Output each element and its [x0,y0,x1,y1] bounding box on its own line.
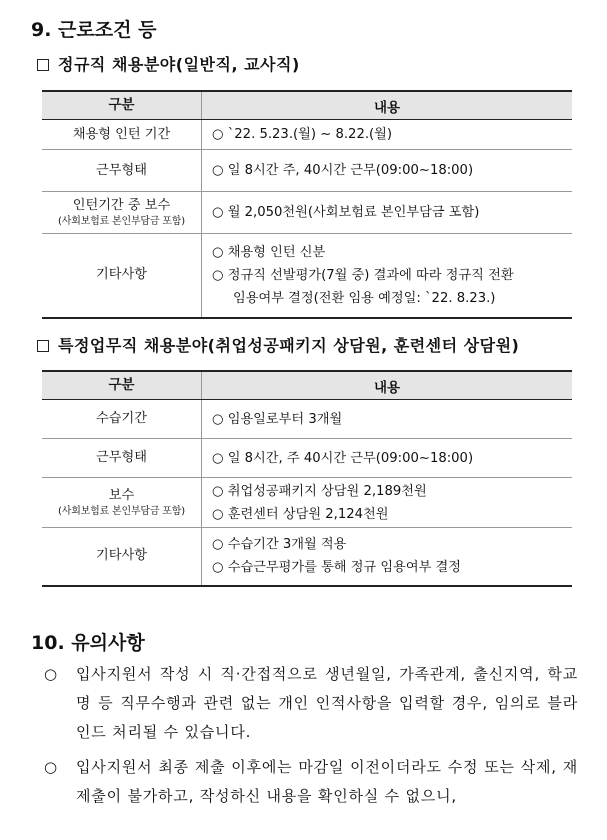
row-value: ○ 취업성공패키지 상담원 2,189천원 [212,483,427,499]
notes-list [44,660,578,811]
table-row [42,150,572,192]
table-header-row [42,91,572,120]
list-item [44,753,578,811]
table-row [42,400,572,439]
row-key-cell [42,192,202,234]
row-key: 인턴기간 중 보수 [72,197,171,213]
table-row [42,120,572,150]
circle-bullet-icon: ○ [44,758,58,776]
row-key-cell [42,478,202,528]
row-key: 기타사항 [42,234,202,318]
row-key: 보수 [108,487,135,503]
list-item [44,660,578,747]
regular-positions-title [37,52,300,75]
header-content: 내용 [202,371,573,400]
header-content: 내용 [202,91,573,120]
row-key: 근무형태 [42,439,202,478]
table-row [42,528,572,586]
regular-positions-title-text: 정규직 채용분야(일반직, 교사직) [58,55,300,74]
row-value: ○ 일 8시간, 주 40시간 근무(09:00~18:00) [212,450,474,466]
note-text: 입사지원서 최종 제출 이후에는 마감일 이전이더라도 수정 또는 삭제, 재제출이 불가하고, 작성하신 내용을 확인하실 수 없으니, [76,758,578,805]
table-row [42,192,572,234]
row-key: 채용형 인턴 기간 [42,120,202,150]
row-value: ○ `22. 5.23.(월) ~ 8.22.(월) [212,127,393,142]
table-row [42,478,572,528]
row-key-note: (사회보험료 본인부담금 포함) [58,505,185,517]
table-row [42,234,572,318]
section-9-title: 9. 근로조건 등 [31,19,157,41]
row-value: ○ 수습근무평가를 통해 정규 임용여부 결정 [212,560,462,576]
header-category: 구분 [42,91,202,120]
special-positions-title-text: 특정업무직 채용분야(취업성공패키지 상담원, 훈련센터 상담원) [58,336,520,355]
row-value-continued: 임용여부 결정(전환 임용 예정일: `22. 8.23.) [233,290,496,306]
circle-bullet-icon: ○ [44,665,58,683]
checkbox-square-icon [37,340,49,352]
special-conditions-table [42,370,572,587]
table-header-row [42,371,572,400]
checkbox-square-icon [37,59,49,71]
row-value: ○ 정규직 선발평가(7월 중) 결과에 따라 정규직 전환 [212,267,514,283]
row-value: ○ 수습기간 3개월 적용 [212,537,347,553]
row-value: ○ 일 8시간 주, 40시간 근무(09:00~18:00) [212,163,474,178]
section-10-title: 10. 유의사항 [31,632,145,654]
row-value: ○ 채용형 인턴 신분 [212,244,326,260]
row-key: 수습기간 [42,400,202,439]
regular-conditions-table [42,90,572,319]
row-key: 기타사항 [42,528,202,586]
row-key: 근무형태 [42,150,202,192]
special-positions-title [37,333,519,356]
row-value: ○ 월 2,050천원(사회보험료 본인부담금 포함) [212,205,480,220]
row-key-note: (사회보험료 본인부담금 포함) [58,215,185,227]
row-value: ○ 훈련센터 상담원 2,124천원 [212,506,389,522]
note-text: 입사지원서 작성 시 직·간접적으로 생년월일, 가족관계, 출신지역, 학교명 등 직무수행과 관련 없는 개인 인적사항을 입력할 경우, 임의로 블라인드 처리될 수 있습니다. [76,665,578,741]
row-value: ○ 임용일로부터 3개월 [212,411,343,427]
table-row [42,439,572,478]
header-category: 구분 [42,371,202,400]
